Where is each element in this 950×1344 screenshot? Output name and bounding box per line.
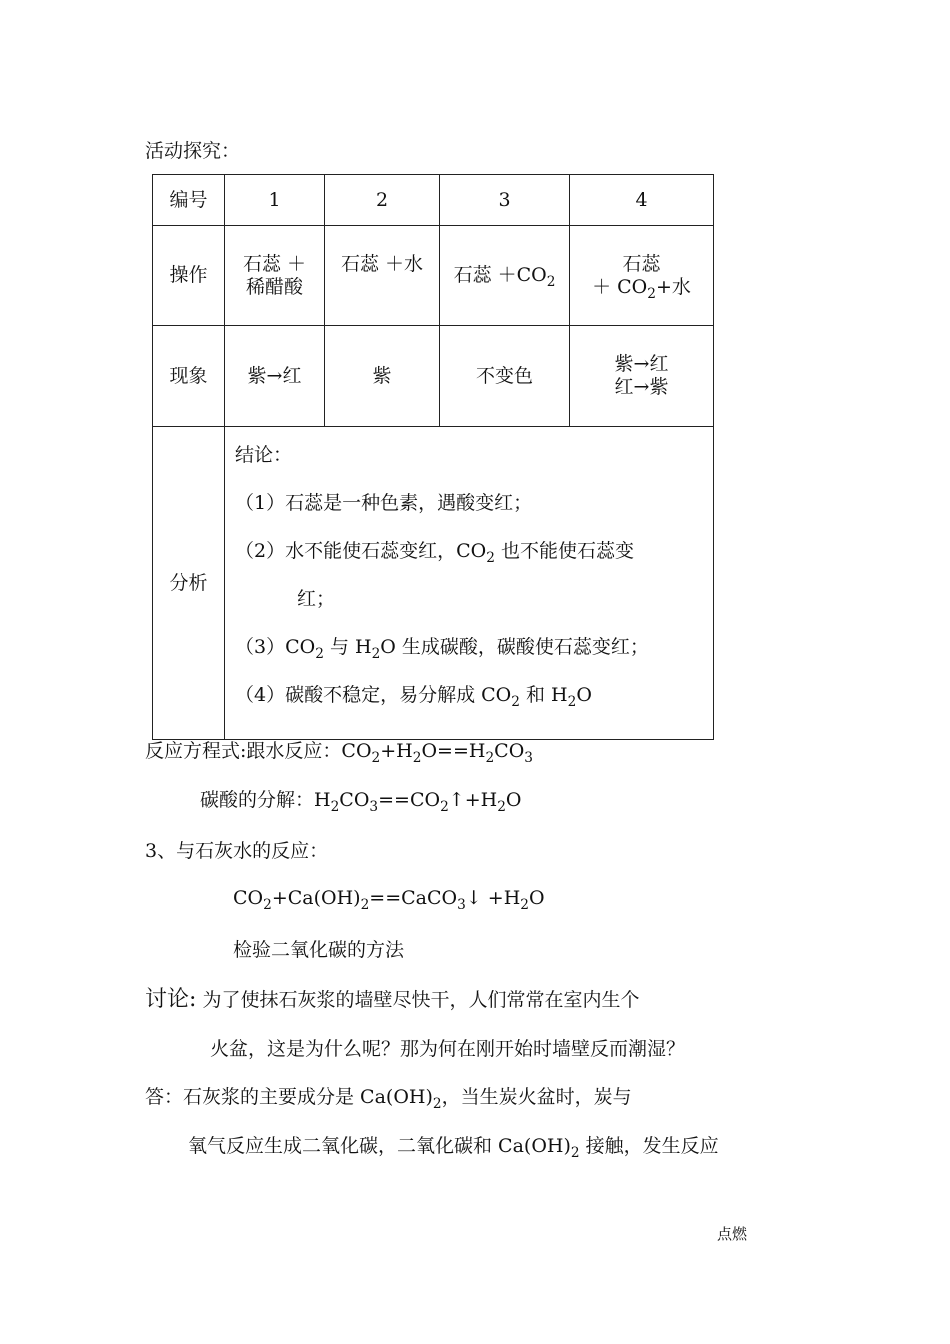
water-reaction-label: 跟水反应：: [246, 740, 342, 762]
row-header-operation: 操作: [153, 226, 225, 326]
phenomenon-cell-4: [570, 326, 714, 427]
phenomenon-cell-3: 不变色: [440, 326, 570, 427]
table-row-number: [153, 175, 714, 226]
phenomenon-4-line1: 紫→红: [614, 353, 669, 376]
limewater-equation: $CO_2+Ca(OH)_2==CaCO_3↓ +H_2O$: [233, 887, 545, 913]
col-header-3: 3: [440, 175, 570, 226]
table-row-phenomenon: [153, 326, 714, 427]
water-equation: $CO_2+H_2O==H_2CO_3$: [341, 740, 533, 766]
answer-line1: 答：石灰浆的主要成分是 $Ca(OH)_2$，当生炭火盆时，炭与: [145, 1086, 632, 1112]
analysis-point-2-cont: 红；: [297, 588, 336, 610]
analysis-point-1: （1）石蕊是一种色素，遇酸变红；: [235, 492, 533, 514]
discussion-line2: 火盆，这是为什么呢？那为何在刚开始时墙壁反而潮湿？: [210, 1038, 686, 1060]
ignite-note: 点燃: [717, 1225, 748, 1243]
decomposition-label: 碳酸的分解：: [200, 789, 315, 811]
experiment-table: [152, 174, 714, 740]
section3-title: 3、与石灰水的反应：: [145, 840, 329, 862]
operation-1-line1: 石蕊 ＋: [242, 252, 307, 275]
operation-cell-3: 石蕊 $+CO_2$: [440, 226, 570, 326]
analysis-point-4: （4）碳酸不稳定，易分解成 $CO_2$ 和 $H_2O$: [235, 684, 592, 710]
discussion-line1: [145, 989, 639, 1011]
analysis-point-3: $(3)CO_2$ 与 $H_2O$ 生成碳酸，碳酸使石蕊变红；: [235, 636, 649, 662]
decomposition-equation: $H_2CO_3==CO_2↑+H_2O$: [314, 789, 522, 815]
analysis-title: 结论：: [235, 444, 293, 466]
operation-cell-2: 石蕊 ＋水: [325, 226, 440, 326]
table-row-operation: [153, 226, 714, 326]
row-header-number: 编号: [153, 175, 225, 226]
table-row-analysis: [153, 427, 714, 740]
row-header-phenomenon: 现象: [153, 326, 225, 427]
row-header-analysis: 分析: [153, 427, 225, 740]
test-method-text: 检验二氧化碳的方法: [233, 939, 405, 961]
operation-cell-4: [570, 226, 714, 326]
section-heading: 活动探究：: [145, 140, 241, 162]
operation-cell-1: [225, 226, 325, 326]
analysis-point-2: （2）水不能使石蕊变红，$CO_2$ 也不能使石蕊变: [235, 540, 634, 566]
operation-1-line2: 稀醋酸: [245, 275, 303, 298]
col-header-4: 4: [570, 175, 714, 226]
reaction-label: 反应方程式:: [145, 740, 247, 762]
discussion-label: 讨论:: [145, 987, 197, 1012]
phenomenon-cell-2: 紫: [325, 326, 440, 427]
answer-line2: 氧气反应生成二氧化碳，二氧化碳和 $Ca(OH)_2$ 接触，发生反应: [188, 1135, 719, 1161]
col-header-2: 2: [325, 175, 440, 226]
reaction-decomposition-line: [200, 789, 522, 815]
discussion-question-1: 为了使抹石灰浆的墙壁尽快干，人们常常在室内生个: [196, 989, 640, 1011]
phenomenon-cell-1: 紫→红: [225, 326, 325, 427]
operation-4-line2: ＋ $CO_2+$水: [592, 275, 691, 302]
analysis-cell: [225, 427, 714, 740]
reaction-water-line: [145, 740, 533, 766]
operation-4-line1: 石蕊: [622, 252, 661, 275]
phenomenon-4-line2: 红→紫: [614, 376, 669, 398]
col-header-1: 1: [225, 175, 325, 226]
